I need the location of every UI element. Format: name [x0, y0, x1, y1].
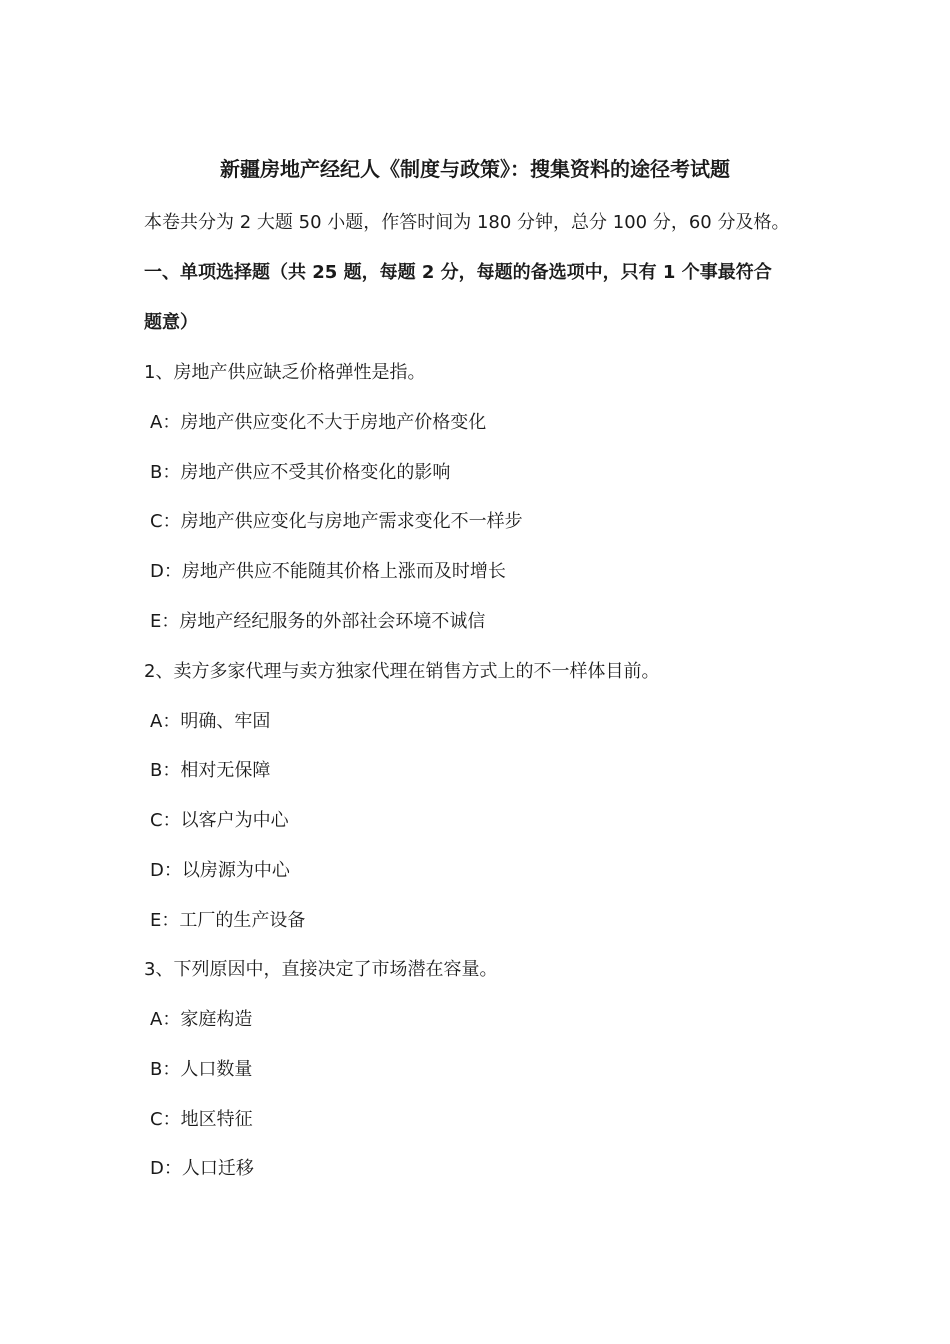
question-2-option-a: A：明确、牢固: [150, 711, 271, 732]
question-1-stem: 1、房地产供应缺乏价格弹性是指。: [144, 362, 426, 383]
question-2-option-b: B：相对无保障: [150, 760, 271, 781]
section-heading-line1: 一、单项选择题（共 25 题，每题 2 分，每题的备选项中，只有 1 个事最符合: [144, 262, 772, 283]
question-1-option-b: B：房地产供应不受其价格变化的影响: [150, 462, 451, 483]
question-2-option-e: E：工厂的生产设备: [150, 910, 306, 931]
question-1-option-e: E：房地产经纪服务的外部社会环境不诚信: [150, 611, 486, 632]
question-3-option-d: D：人口迁移: [150, 1158, 254, 1179]
question-2-option-c: C：以客户为中心: [150, 810, 289, 831]
question-3-stem: 3、下列原因中，直接决定了市场潜在容量。: [144, 959, 498, 980]
question-3-option-c: C：地区特征: [150, 1109, 253, 1130]
question-3-option-b: B：人口数量: [150, 1059, 253, 1080]
question-1-option-c: C：房地产供应变化与房地产需求变化不一样步: [150, 511, 523, 532]
question-2-option-d: D：以房源为中心: [150, 860, 290, 881]
question-2-stem: 2、卖方多家代理与卖方独家代理在销售方式上的不一样体目前。: [144, 661, 660, 682]
question-1-option-d: D：房地产供应不能随其价格上涨而及时增长: [150, 561, 506, 582]
question-3-option-a: A：家庭构造: [150, 1009, 253, 1030]
exam-intro: 本卷共分为 2 大题 50 小题，作答时间为 180 分钟，总分 100 分，60 分及格。: [144, 212, 790, 233]
question-1-option-a: A：房地产供应变化不大于房地产价格变化: [150, 412, 487, 433]
section-heading-line2: 题意）: [144, 312, 198, 333]
document-title: 新疆房地产经纪人《制度与政策》：搜集资料的途径考试题: [220, 157, 730, 181]
